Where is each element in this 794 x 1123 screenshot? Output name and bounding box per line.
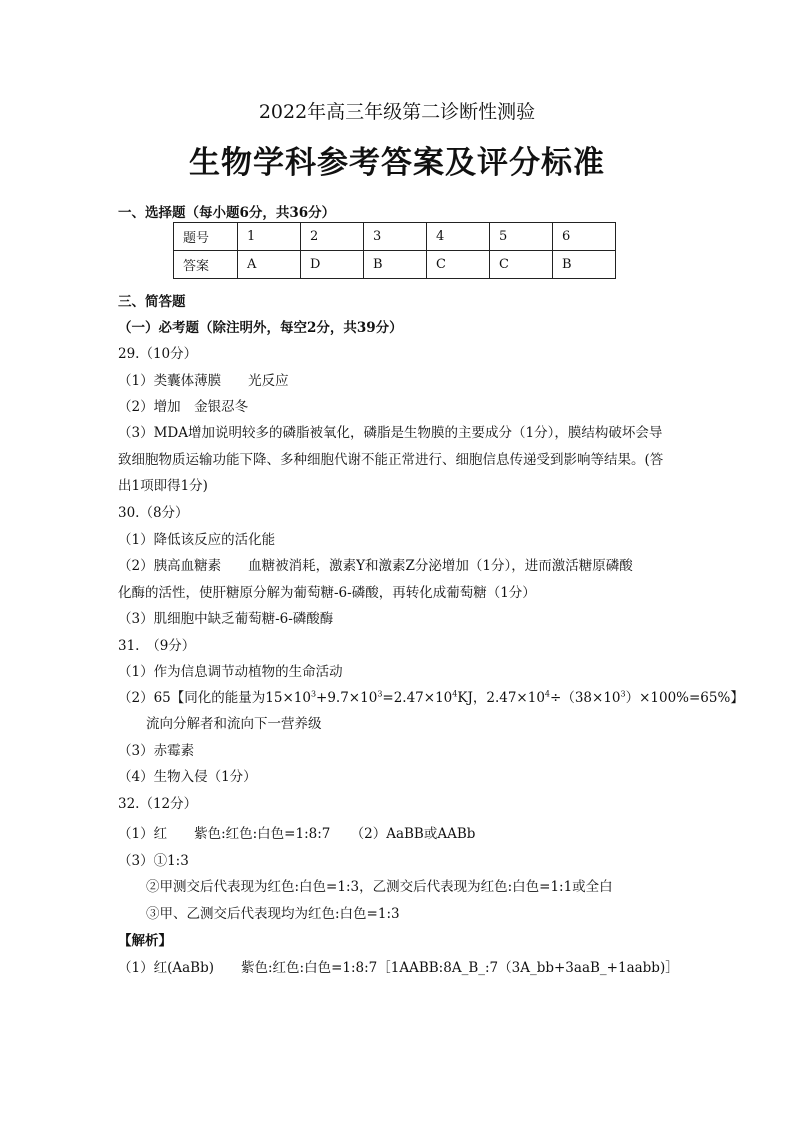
q32-line: ③甲、乙测交后代表现均为红色:白色=1:3 <box>146 906 400 922</box>
q29-line: 出1项即得1分) <box>118 478 208 494</box>
table-cell: A <box>238 251 301 279</box>
q29-line: 致细胞物质运输功能下降、多种细胞代谢不能正常进行、细胞信息传递受到影响等结果。(答 <box>118 452 664 468</box>
answer-table <box>173 222 616 279</box>
q30-line: 化酶的活性，使肝糖原分解为葡萄糖-6-磷酸，再转化成葡萄糖（1分） <box>118 585 536 601</box>
q31-line-energy: （2）65【同化的能量为$15\times 10^3+9.7\times 10^3=2.47\times 10^4KJ$，$2.47\times 10^4\div(38\times 10^3)\times 100\%=65\%$】 <box>118 689 744 706</box>
table-row <box>174 223 616 251</box>
table-cell: 2 <box>301 223 364 251</box>
table-cell: 6 <box>553 223 616 251</box>
q30-title: 30.（8分） <box>118 505 189 521</box>
q29-title: 29.（10分） <box>118 346 198 362</box>
table-cell: B <box>553 251 616 279</box>
document-subtitle: 生物学科参考答案及评分标准 <box>189 145 605 181</box>
q32-line: ②甲测交后代表现为红色:白色=1:3，乙测交后代表现为红色:白色=1:1或全白 <box>146 879 613 895</box>
table-cell: 4 <box>427 223 490 251</box>
q31-line: （1）作为信息调节动植物的生命活动 <box>118 664 343 680</box>
q29-line: （3）MDA增加说明较多的磷脂被氧化，磷脂是生物膜的主要成分（1分），膜结构破坏会导 <box>118 425 663 441</box>
q29-line: （2）增加 金银忍冬 <box>118 399 249 415</box>
document-title: 2022年高三年级第二诊断性测验 <box>258 101 536 123</box>
table-cell: 3 <box>364 223 427 251</box>
table-row <box>174 251 616 279</box>
q30-line: （1）降低该反应的活化能 <box>118 532 276 548</box>
table-cell: 5 <box>490 223 553 251</box>
section-choice-heading: 一、选择题（每小题6分，共36分） <box>118 205 336 221</box>
table-cell: C <box>490 251 553 279</box>
q32-line: （1）红 紫色:红色:白色=1:8:7 （2）AaBB或AABb <box>118 826 476 842</box>
table-cell: 答案 <box>174 251 238 279</box>
q31-line: （3）赤霉素 <box>118 743 195 759</box>
table-cell: 题号 <box>174 223 238 251</box>
table-cell: D <box>301 251 364 279</box>
q31-title: 31. （9分） <box>118 638 196 654</box>
table-cell: C <box>427 251 490 279</box>
table-cell: 1 <box>238 223 301 251</box>
q29-line: （1）类囊体薄膜 光反应 <box>118 373 289 389</box>
q32-line: （3）①1:3 <box>118 853 189 869</box>
q30-line: （2）胰高血糖素 血糖被消耗，激素Y和激素Z分泌增加（1分），进而激活糖原磷酸 <box>118 558 633 574</box>
table-cell: B <box>364 251 427 279</box>
q31-line: 流向分解者和流向下一营养级 <box>146 716 322 732</box>
q31-line: （4）生物入侵（1分） <box>118 769 257 785</box>
required-questions-heading: （一）必考题（除注明外，每空2分，共39分） <box>118 320 403 336</box>
q32-title: 32.（12分） <box>118 796 198 812</box>
section-short-answer-heading: 三、简答题 <box>118 294 186 310</box>
q30-line: （3）肌细胞中缺乏葡萄糖-6-磷酸酶 <box>118 611 334 627</box>
analysis-line: （1）红(AaBb) 紫色:红色:白色=1:8:7［1AABB:8A_B_:7（3A_bb+3aaB_+1aabb)］ <box>118 960 679 976</box>
analysis-heading: 【解析】 <box>118 933 172 949</box>
